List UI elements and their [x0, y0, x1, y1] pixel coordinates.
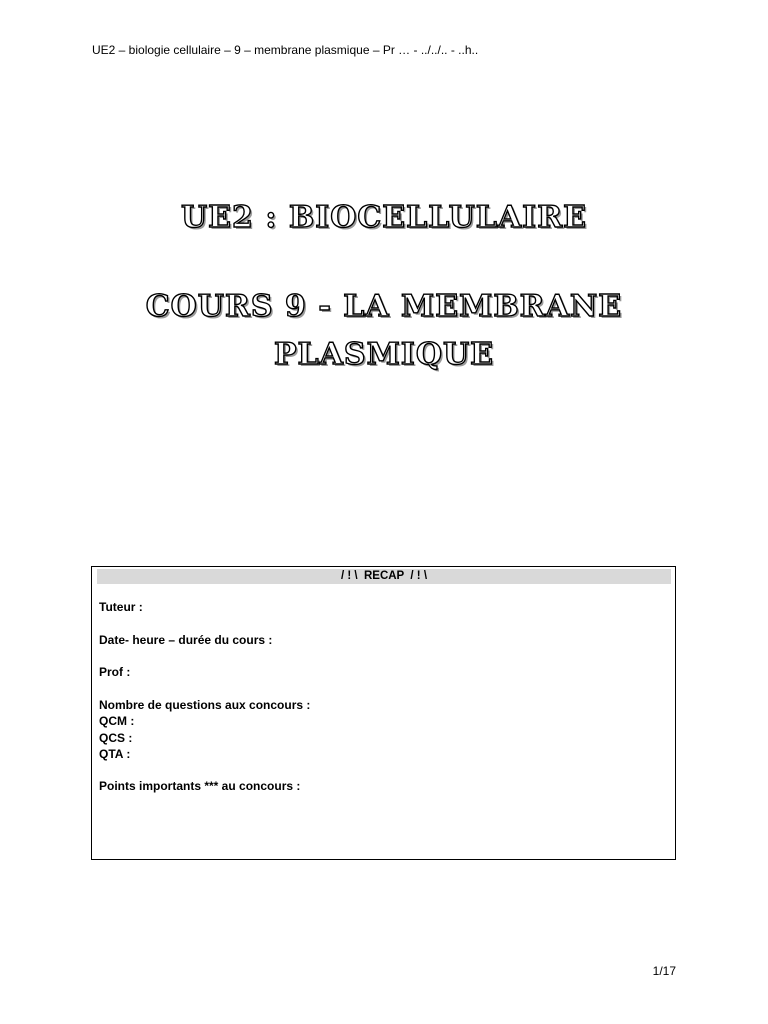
- prof-label: Prof :: [99, 665, 131, 679]
- recap-box: [91, 566, 676, 860]
- qcs-label: QCS :: [99, 731, 133, 745]
- course-title-line: UE2 : BIOCELLULAIRE: [180, 200, 588, 235]
- lesson-title-line-2: PLASMIQUE: [274, 337, 494, 372]
- questions-count-label: Nombre de questions aux concours :: [99, 698, 311, 712]
- recap-title: / ! \ RECAP / ! \: [97, 569, 671, 584]
- tuteur-label: Tuteur :: [99, 600, 143, 614]
- qcm-label: QCM :: [99, 714, 135, 728]
- page-number: 1/17: [652, 964, 676, 978]
- date-label: Date- heure – durée du cours :: [99, 633, 273, 647]
- course-title: [0, 200, 768, 235]
- lesson-title: [0, 283, 768, 379]
- page-header: UE2 – biologie cellulaire – 9 – membrane plasmique – Pr … - ../../.. - ..h..: [92, 43, 479, 57]
- lesson-title-line-1: COURS 9 - LA MEMBRANE: [145, 289, 623, 324]
- qta-label: QTA :: [99, 747, 131, 761]
- important-points-label: Points importants *** au concours :: [99, 779, 301, 793]
